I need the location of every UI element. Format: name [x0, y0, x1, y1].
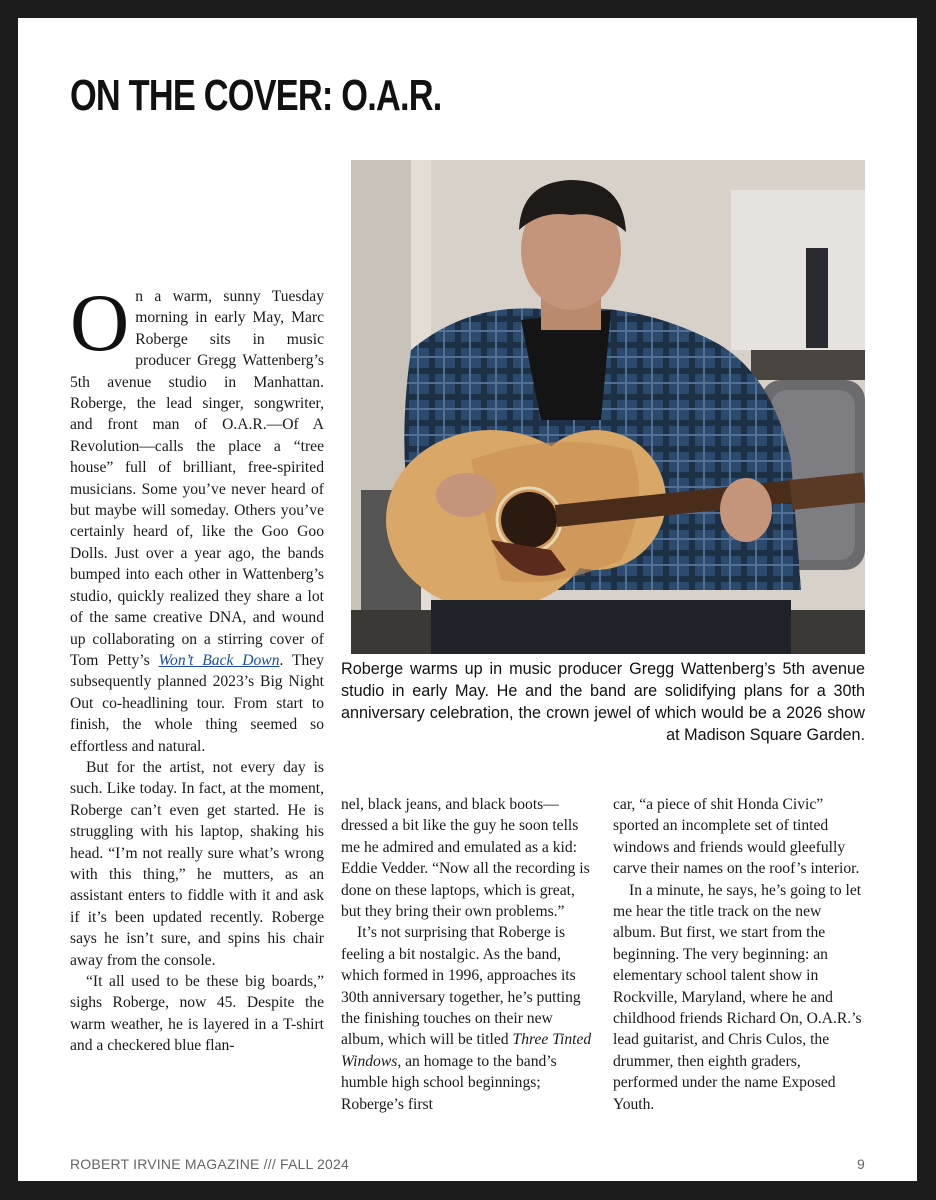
article-paragraph: car, “a piece of shit Honda Civic” sported an incomplete set of tinted windows and friends would gleefully carve their names on the roof’s interior.	[613, 796, 860, 878]
magazine-page	[18, 18, 917, 1181]
article-paragraph: “It all used to be these big boards,” sighs Roberge, now 45. Despite the warm weather, he is layered in a T-shirt and a checkered blue flan-	[70, 973, 324, 1055]
paragraph-text: n a warm, sunny Tuesday morning in early May, Marc Roberge sits in music producer Gregg Wattenberg’s 5th avenue studio in Manhattan. Roberge, the lead singer, songwriter, and front man of O.A.R.—Of A Revolution—calls the place a “tree house” full of brilliant, free-spirited musicians. Some you’ve never heard of but maybe will someday. Others you’ve certainly heard of, like the Goo Goo Dolls. Just over a year ago, the bands bumped into each other in Wattenberg’s studio, quickly realized they share a lot of the same creative DNA, and wound up collaborating on a stirring cover of Tom Petty’s	[70, 288, 324, 669]
page-title: ON THE COVER: O.A.R.	[70, 71, 442, 120]
photo-caption: Roberge warms up in music producer Gregg Wattenberg’s 5th avenue studio in early May. He and the band are solidifying plans for a 30th anniversary celebration, the crown jewel of which would be a 2026 show at Madison Square Garden.	[341, 660, 865, 744]
article-paragraph	[341, 922, 593, 1115]
article-paragraph: In a minute, he says, he’s going to let me hear the title track on the new album. But first, we start from the beginning. The very beginning: an elementary school talent show in Rockville, Maryland, where he and childhood friends Richard On, O.A.R.’s lead guitarist, and Chris Culos, the drummer, then eighth graders, performed under the name Exposed Youth.	[613, 881, 862, 1113]
article-column-2	[341, 794, 593, 1115]
paragraph-text: It’s not surprising that Roberge is feeling a bit nostalgic. As the band, which formed in 1996, approaches its 30th anniversary together, he’s putting the finishing touches on their new album, which will be titled	[341, 924, 581, 1049]
article-paragraph: nel, black jeans, and black boots—dressed a bit like the guy he soon tells me he admired and emulated as a kid: Eddie Vedder. “Now all the recording is done on these laptops, which is great, but they bring their own problems.”	[341, 796, 590, 921]
article-column-1	[70, 277, 324, 1057]
cover-photo	[351, 160, 865, 654]
page-number: 9	[857, 1156, 865, 1172]
album-title: Three Tinted Windows	[341, 1031, 592, 1070]
paragraph-text: . They subsequently planned 2023’s Big Night Out co-headlining tour. From start to finish, the whole thing seemed so effortless and natural.	[70, 651, 324, 755]
article-paragraph: But for the artist, not every day is such. Like today. In fact, at the moment, Roberge can’t even get started. He is struggling with his laptop, shaking his head. “I’m not really sure what’s wrong with this thing,” he mutters, as an assistant enters to fiddle with it and ask if it’s been updated recently. Roberge says he isn’t sure, and spins his chair away from the console.	[70, 758, 324, 969]
photo-illustration	[351, 160, 865, 654]
page-footer	[70, 1156, 865, 1172]
paragraph-text: , an homage to the band’s humble high school beginnings; Roberge’s first	[341, 1052, 557, 1113]
publication-name: ROBERT IRVINE MAGAZINE /// FALL 2024	[70, 1156, 350, 1172]
article-paragraph	[70, 277, 324, 757]
drop-cap: O	[70, 277, 130, 368]
song-title-link[interactable]: Won’t Back Down	[158, 651, 280, 669]
article-column-3	[613, 794, 865, 1115]
